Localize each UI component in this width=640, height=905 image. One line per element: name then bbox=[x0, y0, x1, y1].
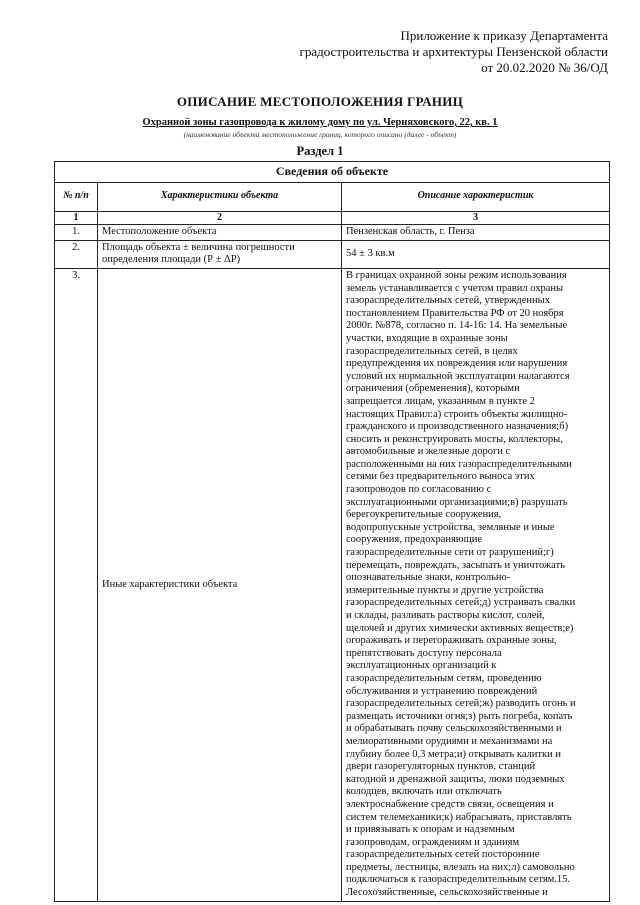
row-number: 3. bbox=[55, 268, 98, 901]
row-characteristic: Площадь объекта ± величина погрешности определения площади (Р ± ΔР) bbox=[98, 240, 342, 268]
table-row bbox=[55, 225, 610, 241]
row-number: 1. bbox=[55, 225, 98, 241]
table-row bbox=[55, 240, 610, 268]
row-description: В границах охранной зоны режим использования земель устанавливается с учетом правил охраны газораспределительных сетей, утвержденных постановлением Правительства РФ от 20 ноября 2000г. №878, согласно п. 14-16: 14. На земельные участки, входящие в охранные зоны газораспределительных сетей, в целях предупреждения их повреждения или нарушения условий их нормальной эксплуатации налагаются ограничения (обременения), которыми запрещается лицам, указанным в пункте 2 настоящих Правил:а) строить объекты жилищно- гражданского и производственного назначения;б) сносить и реконструировать мосты, коллекторы, автомобильные и железные дороги с расположенными на них газораспределительными сетями без предварительного выноса этих газопроводов по согласованию с эксплуатационными организациями;в) разрушать берегоукрепительные сооружения, водопропускные устройства, земляные и иные сооружения, предохраняющие газораспределительные сети от разрушений;г) перемещать, повреждать, засыпать и уничтожать опознавательные знаки, контрольно- измерительные пункты и другие устройства газораспределительных сетей;д) устраивать свалки и склады, разливать растворы кислот, солей, щелочей и других химически активных веществ;е) огораживать и перегораживать охранные зоны, препятствовать доступу персонала эксплуатационных организаций к газораспределительным сетям, проведению обслуживания и устранению повреждений газораспределительных сетей;ж) разводить огонь и размещать источники огня;з) рыть погреба, копать и обрабатывать почву сельскохозяйственными и мелиоративными орудиями и механизмами на глубину более 0,3 метра;и) открывать калитки и двери газорегуляторных пунктов, станций катодной и дренажной защиты, люки подземных колодцев, включать или отключать электроснабжение средств связи, освещения и систем телемеханики;к) набрасывать, приставлять и привязывать к опорам и надземным газопроводам, ограждениям и зданиям газораспределительных сетей посторонние предметы, лестницы, влезать на них;л) самовольно подключаться к газораспределительным сетям.15. Лесохозяйственные, сельскохозяйственные и bbox=[342, 268, 610, 901]
appendix-line: градостроительства и архитектуры Пензенской области bbox=[299, 44, 608, 59]
document-title: ОПИСАНИЕ МЕСТОПОЛОЖЕНИЯ ГРАНИЦ bbox=[176, 94, 464, 109]
appendix-line: Приложение к приказу Департамента bbox=[400, 28, 608, 43]
appendix-line: от 20.02.2020 № 36/ОД bbox=[481, 60, 608, 75]
object-info-table bbox=[54, 161, 610, 902]
table-row bbox=[55, 268, 610, 901]
column-number: 1 bbox=[55, 211, 98, 225]
row-characteristic: Местоположение объекта bbox=[98, 225, 342, 241]
row-description: 54 ± 3 кв.м bbox=[342, 240, 610, 268]
object-name: Охранной зоны газопровода к жилому дому по ул. Черняховского, 22, кв. 1 bbox=[142, 117, 498, 128]
row-characteristic: Иные характеристики объекта bbox=[98, 268, 342, 901]
header-description: Описание характеристик bbox=[342, 182, 610, 211]
row-number: 2. bbox=[55, 240, 98, 268]
header-num: № п/п bbox=[55, 182, 98, 211]
row-description: Пензенская область, г. Пенза bbox=[342, 225, 610, 241]
header-characteristic: Характеристики объекта bbox=[98, 182, 342, 211]
object-name-caption: (наименование объекта местоположение границ, которого описано (далее - объект) bbox=[183, 130, 457, 139]
appendix-header bbox=[188, 28, 608, 76]
table-caption: Сведения об объекте bbox=[55, 162, 610, 183]
column-number: 3 bbox=[342, 211, 610, 225]
column-number: 2 bbox=[98, 211, 342, 225]
section-title: Раздел 1 bbox=[296, 144, 344, 158]
